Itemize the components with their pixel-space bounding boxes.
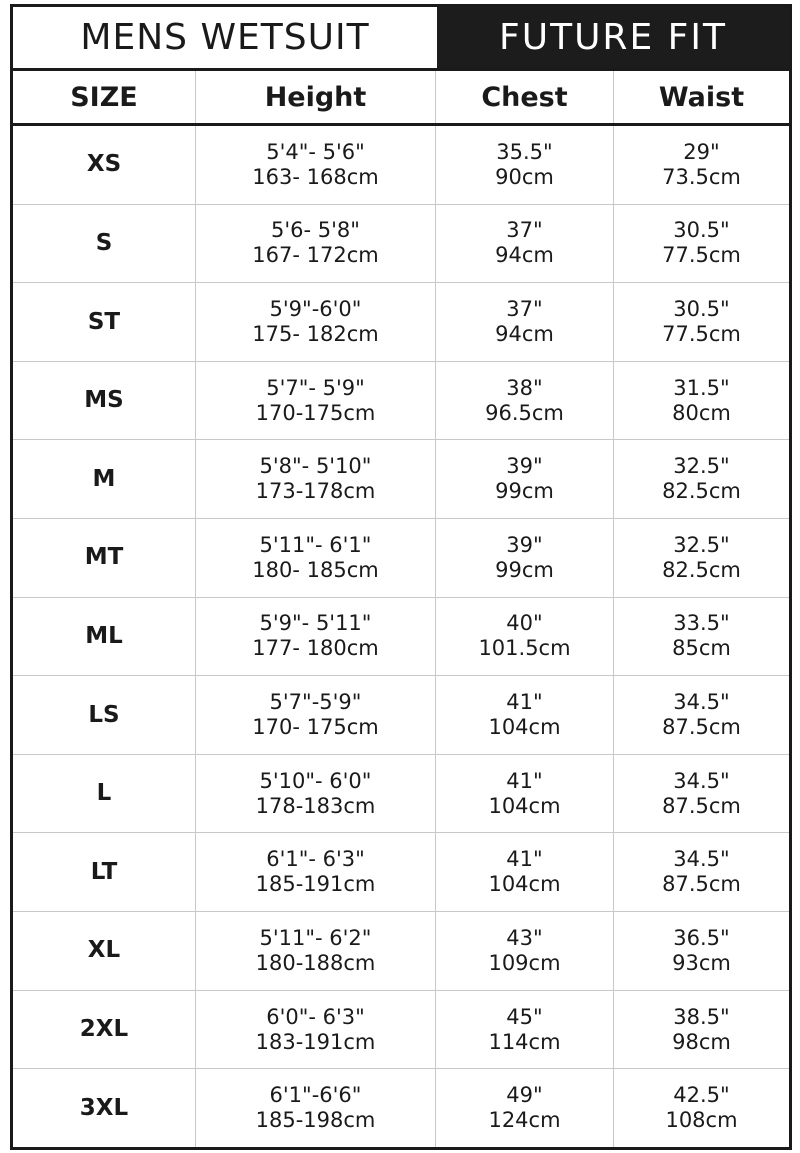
- waist-metric: 87.5cm: [662, 793, 741, 818]
- waist-imperial: 30.5": [673, 218, 730, 243]
- size-label: LT: [90, 858, 118, 885]
- column-header-chest: Chest: [436, 71, 614, 123]
- table-row: [13, 676, 789, 755]
- size-label: ML: [85, 622, 123, 649]
- chest-metric: 99cm: [495, 557, 554, 582]
- chest-metric: 109cm: [488, 950, 561, 975]
- column-header-height: Height: [196, 71, 436, 123]
- size-cell: [13, 519, 196, 597]
- chart-title: MENS WETSUIT: [13, 7, 437, 68]
- size-cell: [13, 991, 196, 1069]
- chest-imperial: 35.5": [496, 139, 553, 164]
- waist-imperial: 34.5": [673, 847, 730, 872]
- chest-metric: 101.5cm: [478, 636, 571, 661]
- table-row: [13, 991, 789, 1070]
- waist-metric: 87.5cm: [662, 872, 741, 897]
- waist-imperial: 29": [683, 139, 720, 164]
- height-imperial: 6'1"- 6'3": [266, 847, 365, 872]
- chest-cell: [436, 205, 614, 283]
- size-cell: [13, 755, 196, 833]
- chest-cell: [436, 991, 614, 1069]
- waist-metric: 87.5cm: [662, 715, 741, 740]
- waist-metric: 82.5cm: [662, 479, 741, 504]
- chest-imperial: 39": [506, 532, 543, 557]
- waist-imperial: 32.5": [673, 454, 730, 479]
- waist-metric: 73.5cm: [662, 164, 741, 189]
- size-label: MS: [84, 387, 124, 414]
- waist-metric: 77.5cm: [662, 322, 741, 347]
- height-cell: [196, 676, 436, 754]
- size-label: L: [96, 780, 112, 807]
- table-row: [13, 283, 789, 362]
- chest-imperial: 43": [506, 925, 543, 950]
- height-imperial: 5'4"- 5'6": [266, 139, 365, 164]
- size-label: LS: [88, 701, 120, 728]
- waist-metric: 85cm: [672, 636, 731, 661]
- waist-cell: [614, 440, 789, 518]
- chest-imperial: 41": [506, 847, 543, 872]
- chest-imperial: 49": [506, 1083, 543, 1108]
- table-body: [13, 126, 789, 1147]
- height-metric: 170-175cm: [255, 400, 376, 425]
- chest-metric: 114cm: [488, 1029, 561, 1054]
- waist-imperial: 34.5": [673, 768, 730, 793]
- chest-imperial: 40": [506, 611, 543, 636]
- height-imperial: 5'10"- 6'0": [259, 768, 372, 793]
- waist-cell: [614, 833, 789, 911]
- waist-cell: [614, 912, 789, 990]
- size-label: MT: [84, 544, 124, 571]
- chest-metric: 124cm: [488, 1108, 561, 1133]
- chest-metric: 90cm: [495, 164, 554, 189]
- chest-cell: [436, 126, 614, 204]
- waist-cell: [614, 598, 789, 676]
- size-cell: [13, 205, 196, 283]
- height-cell: [196, 205, 436, 283]
- waist-imperial: 33.5": [673, 611, 730, 636]
- table-row: [13, 126, 789, 205]
- height-imperial: 5'8"- 5'10": [259, 454, 372, 479]
- height-metric: 180-188cm: [255, 950, 376, 975]
- chest-imperial: 37": [506, 297, 543, 322]
- height-metric: 183-191cm: [255, 1029, 376, 1054]
- waist-imperial: 42.5": [673, 1083, 730, 1108]
- height-imperial: 5'11"- 6'1": [259, 532, 372, 557]
- waist-imperial: 30.5": [673, 297, 730, 322]
- waist-metric: 98cm: [672, 1029, 731, 1054]
- height-metric: 167- 172cm: [252, 243, 379, 268]
- height-metric: 180- 185cm: [252, 557, 379, 582]
- table-row: [13, 912, 789, 991]
- height-metric: 163- 168cm: [252, 164, 379, 189]
- size-label: M: [92, 465, 116, 492]
- size-label: XS: [86, 151, 122, 178]
- chest-metric: 104cm: [488, 715, 561, 740]
- waist-cell: [614, 676, 789, 754]
- table-row: [13, 440, 789, 519]
- chest-metric: 104cm: [488, 793, 561, 818]
- table-row: [13, 1069, 789, 1147]
- height-cell: [196, 519, 436, 597]
- size-label: ST: [87, 308, 121, 335]
- height-imperial: 5'7"-5'9": [269, 690, 362, 715]
- waist-cell: [614, 755, 789, 833]
- height-imperial: 5'9"- 5'11": [259, 611, 372, 636]
- height-cell: [196, 283, 436, 361]
- waist-imperial: 38.5": [673, 1004, 730, 1029]
- height-metric: 175- 182cm: [252, 322, 379, 347]
- table-row: [13, 362, 789, 441]
- height-metric: 170- 175cm: [252, 715, 379, 740]
- size-chart: [10, 4, 792, 1150]
- height-metric: 178-183cm: [255, 793, 376, 818]
- height-metric: 177- 180cm: [252, 636, 379, 661]
- chest-cell: [436, 283, 614, 361]
- size-label: S: [95, 229, 113, 256]
- waist-metric: 108cm: [665, 1108, 738, 1133]
- waist-metric: 93cm: [672, 950, 731, 975]
- chest-cell: [436, 676, 614, 754]
- size-label: 2XL: [79, 1016, 129, 1042]
- product-name: FUTURE FIT: [437, 7, 789, 68]
- height-imperial: 6'1"-6'6": [269, 1083, 362, 1108]
- height-cell: [196, 912, 436, 990]
- size-label: XL: [87, 937, 121, 964]
- chest-metric: 94cm: [495, 243, 554, 268]
- chest-imperial: 38": [506, 375, 543, 400]
- chest-cell: [436, 833, 614, 911]
- size-cell: [13, 362, 196, 440]
- height-metric: 185-198cm: [255, 1108, 376, 1133]
- table-row: [13, 519, 789, 598]
- chest-metric: 99cm: [495, 479, 554, 504]
- waist-metric: 80cm: [672, 400, 731, 425]
- waist-metric: 77.5cm: [662, 243, 741, 268]
- chest-cell: [436, 755, 614, 833]
- chest-imperial: 39": [506, 454, 543, 479]
- table-row: [13, 833, 789, 912]
- waist-cell: [614, 1069, 789, 1147]
- height-imperial: 5'6- 5'8": [271, 218, 360, 243]
- chest-cell: [436, 519, 614, 597]
- size-cell: [13, 126, 196, 204]
- chest-imperial: 45": [506, 1004, 543, 1029]
- chest-imperial: 37": [506, 218, 543, 243]
- height-cell: [196, 598, 436, 676]
- height-imperial: 5'7"- 5'9": [266, 375, 365, 400]
- height-cell: [196, 755, 436, 833]
- waist-metric: 82.5cm: [662, 557, 741, 582]
- chest-metric: 94cm: [495, 322, 554, 347]
- waist-cell: [614, 991, 789, 1069]
- waist-cell: [614, 283, 789, 361]
- chest-cell: [436, 598, 614, 676]
- column-header-size: SIZE: [13, 71, 196, 123]
- height-imperial: 5'11"- 6'2": [259, 925, 372, 950]
- waist-imperial: 34.5": [673, 690, 730, 715]
- size-cell: [13, 1069, 196, 1147]
- table-row: [13, 755, 789, 834]
- waist-imperial: 32.5": [673, 532, 730, 557]
- size-cell: [13, 833, 196, 911]
- column-header-row: [13, 71, 789, 126]
- height-cell: [196, 833, 436, 911]
- table-row: [13, 205, 789, 284]
- height-cell: [196, 362, 436, 440]
- chest-cell: [436, 440, 614, 518]
- waist-cell: [614, 519, 789, 597]
- waist-imperial: 31.5": [673, 375, 730, 400]
- waist-cell: [614, 362, 789, 440]
- height-metric: 173-178cm: [255, 479, 376, 504]
- waist-cell: [614, 205, 789, 283]
- size-cell: [13, 440, 196, 518]
- column-header-waist: Waist: [658, 81, 745, 113]
- height-imperial: 6'0"- 6'3": [266, 1004, 365, 1029]
- title-bar: [13, 7, 789, 71]
- waist-cell: [614, 126, 789, 204]
- size-cell: [13, 676, 196, 754]
- chest-imperial: 41": [506, 690, 543, 715]
- height-cell: [196, 991, 436, 1069]
- table-row: [13, 598, 789, 677]
- size-cell: [13, 283, 196, 361]
- size-cell: [13, 598, 196, 676]
- chest-cell: [436, 1069, 614, 1147]
- chest-metric: 104cm: [488, 872, 561, 897]
- height-cell: [196, 1069, 436, 1147]
- chest-cell: [436, 362, 614, 440]
- height-metric: 185-191cm: [255, 872, 376, 897]
- chest-metric: 96.5cm: [485, 400, 564, 425]
- chest-cell: [436, 912, 614, 990]
- waist-imperial: 36.5": [673, 925, 730, 950]
- height-cell: [196, 440, 436, 518]
- height-cell: [196, 126, 436, 204]
- size-label: 3XL: [79, 1094, 129, 1121]
- size-cell: [13, 912, 196, 990]
- height-imperial: 5'9"-6'0": [269, 297, 362, 322]
- chest-imperial: 41": [506, 768, 543, 793]
